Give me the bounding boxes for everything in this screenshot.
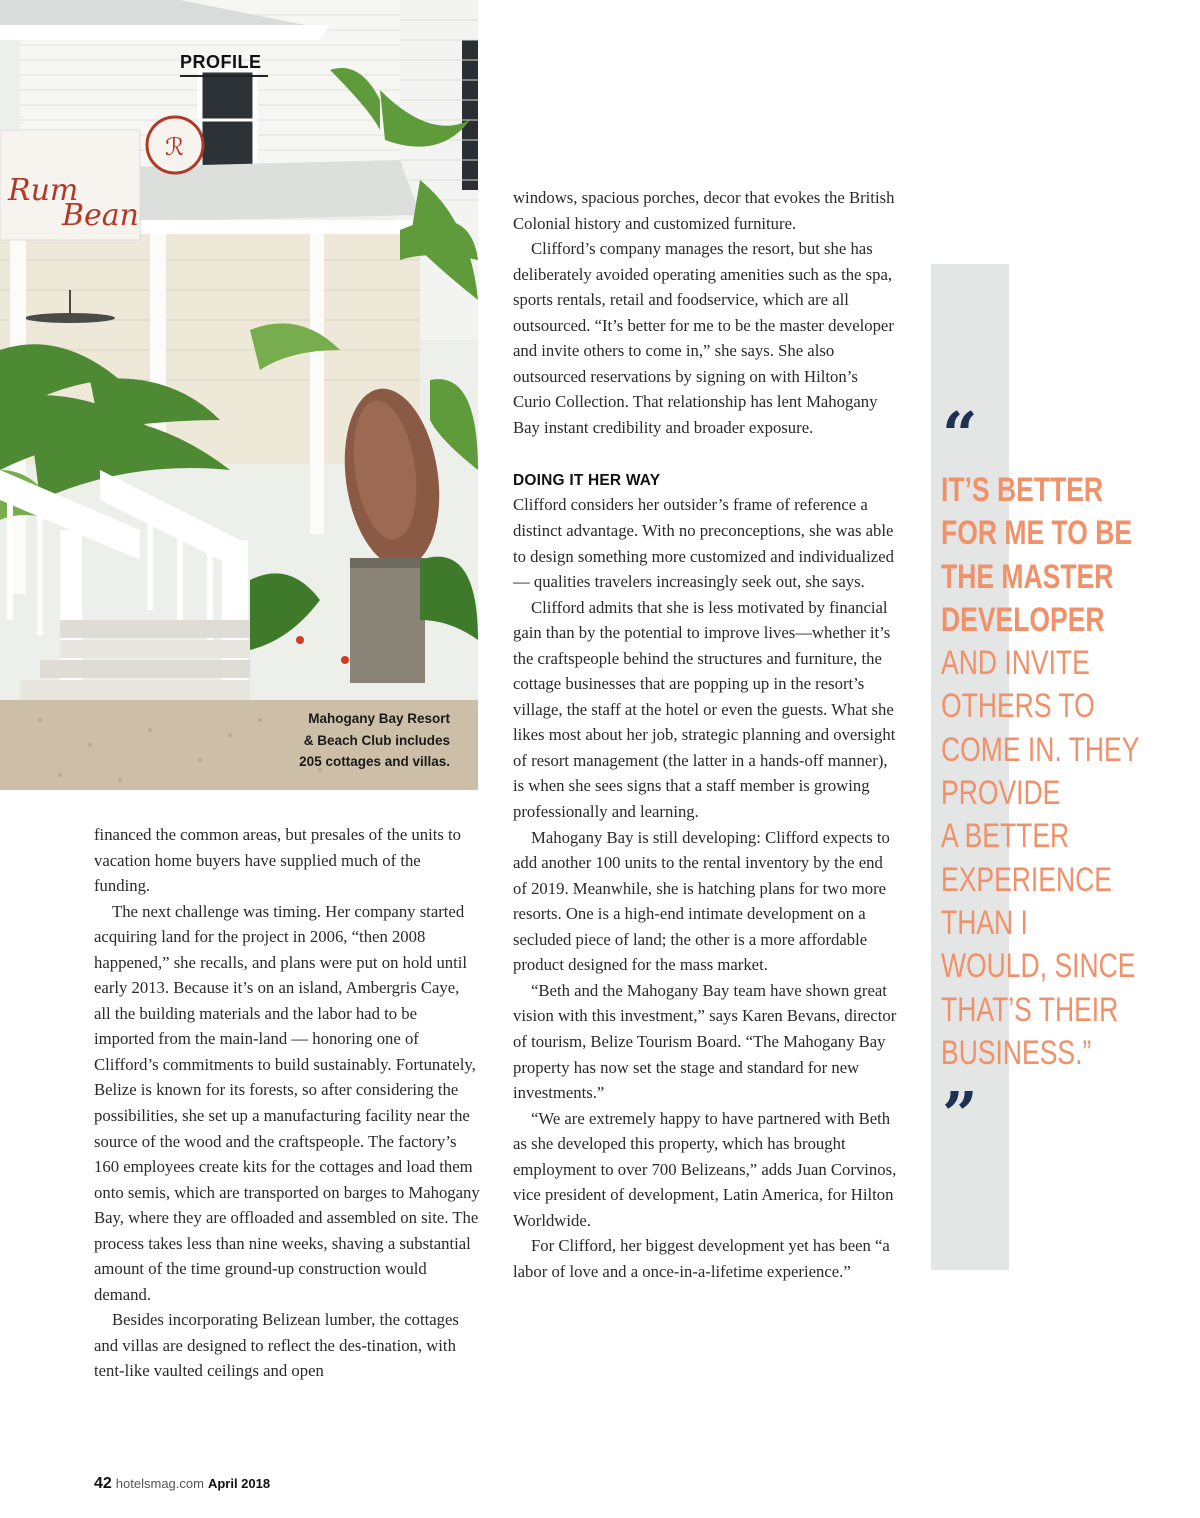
left-column — [94, 822, 480, 1384]
open-quote-icon: “ — [942, 398, 978, 471]
pull-quote — [941, 469, 1140, 1075]
pull-quote-line: FOR ME TO BE — [941, 514, 1133, 553]
section-label: PROFILE — [180, 52, 268, 77]
paragraph: Clifford admits that she is less motivated by financial gain than by the potential to improve lives—whether it’s the craftspeople behind the structures and furniture, the cottage businesses that are popping up in the resort’s village, the staff at the hotel or even the guests. What she likes most about her job, strategic planning and oversight of resort management (the latter in a hands-off manner), is when she sees signs that a staff member is growing professionally and learning. — [513, 597, 896, 822]
svg-text:Rum: Rum — [8, 173, 79, 208]
pull-quote-line: WOULD, SINCE — [941, 947, 1136, 986]
paragraph: For Clifford, her biggest development yet has been “a labor of love and a once-in-a-lifetime experience.” — [513, 1236, 890, 1281]
pull-quote-line: AND INVITE — [941, 644, 1090, 683]
paragraph: Clifford considers her outsider’s frame of reference a distinct advantage. With no preconceptions, she was able to design something more customized and individualized — qualities travelers increasingly seek out, she says. — [513, 495, 894, 592]
pull-quote-line: EXPERIENCE — [941, 860, 1112, 899]
paragraph: “We are extremely happy to have partnered with Beth as she developed this property, which has brought employment to over 700 Belizeans,” adds Juan Corvinos, vice president of development, Latin America, for Hilton Worldwide. — [513, 1108, 897, 1230]
paragraph: windows, spacious porches, decor that evokes the British Colonial history and customized furniture. — [513, 188, 895, 233]
caption-line: & Beach Club includes — [303, 732, 450, 748]
pull-quote-line: THAN I — [941, 903, 1028, 942]
page-number: 42 — [94, 1475, 112, 1492]
pull-quote-line: IT’S BETTER — [941, 471, 1104, 509]
pull-quote-line: THE MASTER — [941, 557, 1114, 596]
pull-quote-line: PROVIDE — [941, 774, 1061, 813]
pull-quote-line: THAT’S THEIR — [941, 990, 1119, 1029]
pull-quote-line: A BETTER — [941, 817, 1070, 856]
paragraph: Mahogany Bay is still developing: Clifford expects to add another 100 units to the rental inventory by the end of 2019. Meanwhile, she is hatching plans for two more resorts. One is a high-end intimate development on a secluded piece of land; the other is a more affordable product designed for the mass market. — [513, 827, 890, 975]
paragraph: The next challenge was timing. Her company started acquiring land for the project in 2006, “then 2008 happened,” she recalls, and plans were put on hold until early 2013. Because it’s on an island, Ambergris Caye, all the building materials and the labor had to be imported from the main-land — honoring one of Clifford’s commitments to build sustainably. Fortunately, Belize is known for its forests, so after considering the possibilities, she set up a manufacturing facility near the source of the wood and the craftspeople. The factory’s 160 employees create kits for the cottages and load them onto semis, which are transported on barges to Mahogany Bay, where they are offloaded and assembled on site. The process takes less than nine weeks, shaving a substantial amount of the time ground-up construction would demand. — [94, 901, 480, 1304]
caption-line: Mahogany Bay Resort — [308, 711, 450, 726]
subhead: DOING IT HER WAY — [513, 472, 661, 490]
cottage-illustration — [0, 0, 478, 790]
paragraph: Clifford’s company manages the resort, but she has deliberately avoided operating amenities such as the spa, sports rentals, retail and foodservice, which are all outsourced. “It’s better for me to be the master developer and invite others to come in,” she says. She also outsourced reservations by signing on with Hilton’s Curio Collection. That relationship has lent Mahogany Bay instant credibility and broader exposure. — [513, 239, 894, 437]
middle-column — [513, 185, 899, 1284]
resort-photo — [0, 0, 478, 790]
svg-text:Bean: Bean — [62, 198, 140, 233]
paragraph: Besides incorporating Belizean lumber, the cottages and villas are designed to reflect the des-tination, with tent-like vaulted ceilings and open — [94, 1310, 459, 1381]
paragraph: “Beth and the Mahogany Bay team have shown great vision with this investment,” says Karen Bevans, director of tourism, Belize Tourism Board. “The Mahogany Bay property has now set the stage and standard for new investments.” — [513, 980, 897, 1103]
site-url: hotelsmag.com — [115, 1476, 204, 1491]
pull-quote-line: OTHERS TO — [941, 687, 1095, 726]
caption-line: 205 cottages and villas. — [299, 754, 450, 769]
pull-quote-line: DEVELOPER — [941, 600, 1105, 639]
page-footer — [94, 1475, 270, 1493]
pull-quote-line: COME IN. THEY — [941, 730, 1140, 769]
photo-caption — [250, 708, 450, 773]
paragraph: financed the common areas, but presales of the units to vacation home buyers have supplied much of the funding. — [94, 825, 462, 896]
close-quote-icon: ” — [942, 1078, 978, 1151]
issue-date: April 2018 — [207, 1476, 271, 1491]
svg-text:ℛ: ℛ — [165, 133, 185, 161]
pull-quote-line: BUSINESS.” — [941, 1033, 1092, 1072]
